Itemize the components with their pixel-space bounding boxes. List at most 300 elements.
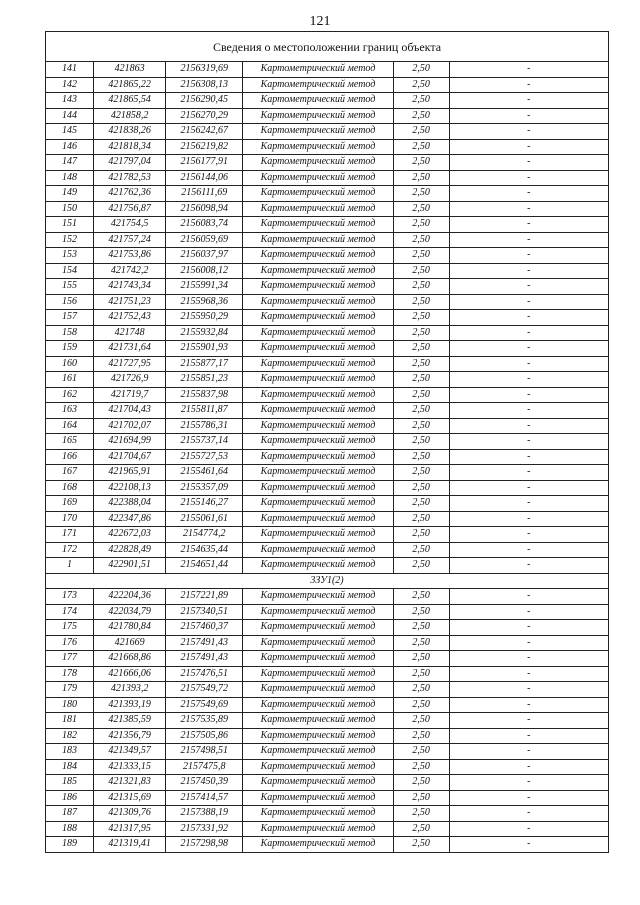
accuracy-cell: 2,50 xyxy=(393,418,449,434)
point-number-cell: 159 xyxy=(46,341,94,357)
point-number-cell: 155 xyxy=(46,279,94,295)
accuracy-cell: 2,50 xyxy=(393,589,449,605)
page-number: 121 xyxy=(309,14,331,29)
description-cell: - xyxy=(449,139,608,155)
description-cell: - xyxy=(449,511,608,527)
method-cell: Картометрический метод xyxy=(243,589,393,605)
description-cell: - xyxy=(449,620,608,636)
table-row xyxy=(46,372,609,388)
description-cell: - xyxy=(449,434,608,450)
point-number-cell: 177 xyxy=(46,651,94,667)
method-cell: Картометрический метод xyxy=(243,372,393,388)
y-coordinate-cell: 2156219,82 xyxy=(166,139,243,155)
method-cell: Картометрический метод xyxy=(243,77,393,93)
x-coordinate-cell: 421669 xyxy=(94,635,166,651)
accuracy-cell: 2,50 xyxy=(393,821,449,837)
method-cell: Картометрический метод xyxy=(243,201,393,217)
accuracy-cell: 2,50 xyxy=(393,682,449,698)
description-cell: - xyxy=(449,821,608,837)
x-coordinate-cell: 421393,19 xyxy=(94,697,166,713)
table-row xyxy=(46,325,609,341)
table-row xyxy=(46,201,609,217)
accuracy-cell: 2,50 xyxy=(393,496,449,512)
point-number-cell: 144 xyxy=(46,108,94,124)
method-cell: Картометрический метод xyxy=(243,775,393,791)
point-number-cell: 169 xyxy=(46,496,94,512)
y-coordinate-cell: 2156008,12 xyxy=(166,263,243,279)
table-row xyxy=(46,697,609,713)
accuracy-cell: 2,50 xyxy=(393,62,449,78)
description-cell: - xyxy=(449,651,608,667)
table-row xyxy=(46,728,609,744)
x-coordinate-cell: 421393,2 xyxy=(94,682,166,698)
point-number-cell: 158 xyxy=(46,325,94,341)
point-number-cell: 187 xyxy=(46,806,94,822)
table-row xyxy=(46,620,609,636)
description-cell: - xyxy=(449,155,608,171)
accuracy-cell: 2,50 xyxy=(393,790,449,806)
x-coordinate-cell: 421727,95 xyxy=(94,356,166,372)
x-coordinate-cell: 421858,2 xyxy=(94,108,166,124)
point-number-cell: 163 xyxy=(46,403,94,419)
accuracy-cell: 2,50 xyxy=(393,341,449,357)
y-coordinate-cell: 2157535,89 xyxy=(166,713,243,729)
accuracy-cell: 2,50 xyxy=(393,542,449,558)
table-row xyxy=(46,775,609,791)
table-row xyxy=(46,542,609,558)
accuracy-cell: 2,50 xyxy=(393,108,449,124)
accuracy-cell: 2,50 xyxy=(393,434,449,450)
y-coordinate-cell: 2156111,69 xyxy=(166,186,243,202)
accuracy-cell: 2,50 xyxy=(393,759,449,775)
description-cell: - xyxy=(449,697,608,713)
accuracy-cell: 2,50 xyxy=(393,635,449,651)
x-coordinate-cell: 421865,54 xyxy=(94,93,166,109)
point-number-cell: 1 xyxy=(46,558,94,574)
table-row xyxy=(46,387,609,403)
point-number-cell: 165 xyxy=(46,434,94,450)
section-row xyxy=(46,573,609,589)
table-row xyxy=(46,434,609,450)
x-coordinate-cell: 421743,34 xyxy=(94,279,166,295)
point-number-cell: 161 xyxy=(46,372,94,388)
accuracy-cell: 2,50 xyxy=(393,217,449,233)
table-row xyxy=(46,713,609,729)
description-cell: - xyxy=(449,449,608,465)
method-cell: Картометрический метод xyxy=(243,480,393,496)
point-number-cell: 164 xyxy=(46,418,94,434)
description-cell: - xyxy=(449,372,608,388)
accuracy-cell: 2,50 xyxy=(393,124,449,140)
table-row xyxy=(46,93,609,109)
y-coordinate-cell: 2157505,86 xyxy=(166,728,243,744)
x-coordinate-cell: 421762,36 xyxy=(94,186,166,202)
y-coordinate-cell: 2157549,69 xyxy=(166,697,243,713)
y-coordinate-cell: 2154774,2 xyxy=(166,527,243,543)
method-cell: Картометрический метод xyxy=(243,604,393,620)
y-coordinate-cell: 2157414,57 xyxy=(166,790,243,806)
table-row xyxy=(46,139,609,155)
method-cell: Картометрический метод xyxy=(243,837,393,853)
description-cell: - xyxy=(449,77,608,93)
accuracy-cell: 2,50 xyxy=(393,837,449,853)
description-cell: - xyxy=(449,294,608,310)
description-cell: - xyxy=(449,790,608,806)
method-cell: Картометрический метод xyxy=(243,418,393,434)
method-cell: Картометрический метод xyxy=(243,279,393,295)
accuracy-cell: 2,50 xyxy=(393,697,449,713)
accuracy-cell: 2,50 xyxy=(393,170,449,186)
point-number-cell: 171 xyxy=(46,527,94,543)
accuracy-cell: 2,50 xyxy=(393,248,449,264)
boundary-coordinates-table xyxy=(45,31,609,853)
y-coordinate-cell: 2157476,51 xyxy=(166,666,243,682)
description-cell: - xyxy=(449,325,608,341)
point-number-cell: 160 xyxy=(46,356,94,372)
description-cell: - xyxy=(449,403,608,419)
section-label: 3ЗУ1(2) xyxy=(46,573,609,589)
y-coordinate-cell: 2157298,98 xyxy=(166,837,243,853)
table-row xyxy=(46,186,609,202)
y-coordinate-cell: 2155357,09 xyxy=(166,480,243,496)
point-number-cell: 178 xyxy=(46,666,94,682)
table-row xyxy=(46,635,609,651)
point-number-cell: 167 xyxy=(46,465,94,481)
point-number-cell: 170 xyxy=(46,511,94,527)
x-coordinate-cell: 421756,87 xyxy=(94,201,166,217)
accuracy-cell: 2,50 xyxy=(393,77,449,93)
y-coordinate-cell: 2156083,74 xyxy=(166,217,243,233)
table-row xyxy=(46,790,609,806)
method-cell: Картометрический метод xyxy=(243,325,393,341)
accuracy-cell: 2,50 xyxy=(393,372,449,388)
y-coordinate-cell: 2155811,87 xyxy=(166,403,243,419)
table-row xyxy=(46,589,609,605)
method-cell: Картометрический метод xyxy=(243,449,393,465)
point-number-cell: 149 xyxy=(46,186,94,202)
description-cell: - xyxy=(449,542,608,558)
y-coordinate-cell: 2156270,29 xyxy=(166,108,243,124)
description-cell: - xyxy=(449,263,608,279)
x-coordinate-cell: 421333,15 xyxy=(94,759,166,775)
table-row xyxy=(46,744,609,760)
x-coordinate-cell: 421349,57 xyxy=(94,744,166,760)
x-coordinate-cell: 422204,36 xyxy=(94,589,166,605)
x-coordinate-cell: 422034,79 xyxy=(94,604,166,620)
y-coordinate-cell: 2157331,92 xyxy=(166,821,243,837)
description-cell: - xyxy=(449,232,608,248)
x-coordinate-cell: 422388,04 xyxy=(94,496,166,512)
accuracy-cell: 2,50 xyxy=(393,279,449,295)
table-row xyxy=(46,821,609,837)
method-cell: Картометрический метод xyxy=(243,356,393,372)
method-cell: Картометрический метод xyxy=(243,108,393,124)
description-cell: - xyxy=(449,387,608,403)
description-cell: - xyxy=(449,93,608,109)
accuracy-cell: 2,50 xyxy=(393,186,449,202)
method-cell: Картометрический метод xyxy=(243,217,393,233)
table-row xyxy=(46,558,609,574)
accuracy-cell: 2,50 xyxy=(393,620,449,636)
method-cell: Картометрический метод xyxy=(243,465,393,481)
x-coordinate-cell: 421694,99 xyxy=(94,434,166,450)
table-row xyxy=(46,77,609,93)
y-coordinate-cell: 2155727,53 xyxy=(166,449,243,465)
description-cell: - xyxy=(449,418,608,434)
x-coordinate-cell: 421726,9 xyxy=(94,372,166,388)
description-cell: - xyxy=(449,682,608,698)
point-number-cell: 157 xyxy=(46,310,94,326)
x-coordinate-cell: 422672,03 xyxy=(94,527,166,543)
x-coordinate-cell: 421317,95 xyxy=(94,821,166,837)
y-coordinate-cell: 2154651,44 xyxy=(166,558,243,574)
method-cell: Картометрический метод xyxy=(243,744,393,760)
method-cell: Картометрический метод xyxy=(243,728,393,744)
accuracy-cell: 2,50 xyxy=(393,325,449,341)
method-cell: Картометрический метод xyxy=(243,263,393,279)
method-cell: Картометрический метод xyxy=(243,821,393,837)
x-coordinate-cell: 421315,69 xyxy=(94,790,166,806)
y-coordinate-cell: 2156059,69 xyxy=(166,232,243,248)
accuracy-cell: 2,50 xyxy=(393,356,449,372)
description-cell: - xyxy=(449,279,608,295)
point-number-cell: 179 xyxy=(46,682,94,698)
description-cell: - xyxy=(449,465,608,481)
point-number-cell: 188 xyxy=(46,821,94,837)
description-cell: - xyxy=(449,744,608,760)
y-coordinate-cell: 2156037,97 xyxy=(166,248,243,264)
accuracy-cell: 2,50 xyxy=(393,558,449,574)
method-cell: Картометрический метод xyxy=(243,387,393,403)
point-number-cell: 180 xyxy=(46,697,94,713)
x-coordinate-cell: 421742,2 xyxy=(94,263,166,279)
method-cell: Картометрический метод xyxy=(243,666,393,682)
point-number-cell: 151 xyxy=(46,217,94,233)
table-row xyxy=(46,759,609,775)
table-row xyxy=(46,248,609,264)
y-coordinate-cell: 2157491,43 xyxy=(166,635,243,651)
table-row xyxy=(46,356,609,372)
y-coordinate-cell: 2155061,61 xyxy=(166,511,243,527)
description-cell: - xyxy=(449,217,608,233)
method-cell: Картометрический метод xyxy=(243,496,393,512)
x-coordinate-cell: 421865,22 xyxy=(94,77,166,93)
y-coordinate-cell: 2157340,51 xyxy=(166,604,243,620)
method-cell: Картометрический метод xyxy=(243,697,393,713)
accuracy-cell: 2,50 xyxy=(393,263,449,279)
table-row xyxy=(46,217,609,233)
point-number-cell: 146 xyxy=(46,139,94,155)
table-row xyxy=(46,682,609,698)
y-coordinate-cell: 2157388,19 xyxy=(166,806,243,822)
point-number-cell: 183 xyxy=(46,744,94,760)
y-coordinate-cell: 2157450,39 xyxy=(166,775,243,791)
description-cell: - xyxy=(449,124,608,140)
accuracy-cell: 2,50 xyxy=(393,651,449,667)
y-coordinate-cell: 2157475,8 xyxy=(166,759,243,775)
x-coordinate-cell: 421704,43 xyxy=(94,403,166,419)
description-cell: - xyxy=(449,310,608,326)
point-number-cell: 141 xyxy=(46,62,94,78)
accuracy-cell: 2,50 xyxy=(393,744,449,760)
point-number-cell: 174 xyxy=(46,604,94,620)
method-cell: Картометрический метод xyxy=(243,124,393,140)
accuracy-cell: 2,50 xyxy=(393,713,449,729)
description-cell: - xyxy=(449,356,608,372)
point-number-cell: 189 xyxy=(46,837,94,853)
method-cell: Картометрический метод xyxy=(243,682,393,698)
y-coordinate-cell: 2157221,89 xyxy=(166,589,243,605)
y-coordinate-cell: 2155950,29 xyxy=(166,310,243,326)
x-coordinate-cell: 421702,07 xyxy=(94,418,166,434)
y-coordinate-cell: 2155146,27 xyxy=(166,496,243,512)
y-coordinate-cell: 2156144,06 xyxy=(166,170,243,186)
point-number-cell: 172 xyxy=(46,542,94,558)
method-cell: Картометрический метод xyxy=(243,170,393,186)
table-row xyxy=(46,310,609,326)
x-coordinate-cell: 421719,7 xyxy=(94,387,166,403)
description-cell: - xyxy=(449,62,608,78)
method-cell: Картометрический метод xyxy=(243,806,393,822)
point-number-cell: 182 xyxy=(46,728,94,744)
method-cell: Картометрический метод xyxy=(243,232,393,248)
accuracy-cell: 2,50 xyxy=(393,403,449,419)
table-row xyxy=(46,806,609,822)
x-coordinate-cell: 421385,59 xyxy=(94,713,166,729)
y-coordinate-cell: 2155901,93 xyxy=(166,341,243,357)
method-cell: Картометрический метод xyxy=(243,294,393,310)
accuracy-cell: 2,50 xyxy=(393,294,449,310)
table-row xyxy=(46,666,609,682)
x-coordinate-cell: 422828,49 xyxy=(94,542,166,558)
y-coordinate-cell: 2155932,84 xyxy=(166,325,243,341)
method-cell: Картометрический метод xyxy=(243,155,393,171)
method-cell: Картометрический метод xyxy=(243,310,393,326)
x-coordinate-cell: 421666,06 xyxy=(94,666,166,682)
point-number-cell: 166 xyxy=(46,449,94,465)
point-number-cell: 184 xyxy=(46,759,94,775)
table-row xyxy=(46,651,609,667)
table-title: Сведения о местоположении границ объекта xyxy=(46,32,609,62)
description-cell: - xyxy=(449,201,608,217)
method-cell: Картометрический метод xyxy=(243,651,393,667)
accuracy-cell: 2,50 xyxy=(393,775,449,791)
x-coordinate-cell: 421782,53 xyxy=(94,170,166,186)
description-cell: - xyxy=(449,248,608,264)
point-number-cell: 153 xyxy=(46,248,94,264)
table-row xyxy=(46,124,609,140)
description-cell: - xyxy=(449,604,608,620)
table-row xyxy=(46,170,609,186)
point-number-cell: 143 xyxy=(46,93,94,109)
description-cell: - xyxy=(449,341,608,357)
method-cell: Картометрический метод xyxy=(243,62,393,78)
x-coordinate-cell: 421319,41 xyxy=(94,837,166,853)
y-coordinate-cell: 2156177,91 xyxy=(166,155,243,171)
accuracy-cell: 2,50 xyxy=(393,806,449,822)
x-coordinate-cell: 421668,86 xyxy=(94,651,166,667)
table-row xyxy=(46,279,609,295)
point-number-cell: 145 xyxy=(46,124,94,140)
description-cell: - xyxy=(449,837,608,853)
description-cell: - xyxy=(449,558,608,574)
x-coordinate-cell: 421309,76 xyxy=(94,806,166,822)
description-cell: - xyxy=(449,186,608,202)
y-coordinate-cell: 2157498,51 xyxy=(166,744,243,760)
description-cell: - xyxy=(449,635,608,651)
point-number-cell: 162 xyxy=(46,387,94,403)
accuracy-cell: 2,50 xyxy=(393,201,449,217)
point-number-cell: 150 xyxy=(46,201,94,217)
table-row xyxy=(46,232,609,248)
y-coordinate-cell: 2155968,36 xyxy=(166,294,243,310)
method-cell: Картометрический метод xyxy=(243,186,393,202)
x-coordinate-cell: 421757,24 xyxy=(94,232,166,248)
method-cell: Картометрический метод xyxy=(243,139,393,155)
x-coordinate-cell: 421751,23 xyxy=(94,294,166,310)
table-row xyxy=(46,480,609,496)
y-coordinate-cell: 2155991,34 xyxy=(166,279,243,295)
point-number-cell: 147 xyxy=(46,155,94,171)
description-cell: - xyxy=(449,496,608,512)
table-row xyxy=(46,108,609,124)
x-coordinate-cell: 421780,84 xyxy=(94,620,166,636)
accuracy-cell: 2,50 xyxy=(393,604,449,620)
y-coordinate-cell: 2156290,45 xyxy=(166,93,243,109)
method-cell: Картометрический метод xyxy=(243,713,393,729)
table-row xyxy=(46,403,609,419)
point-number-cell: 186 xyxy=(46,790,94,806)
x-coordinate-cell: 421356,79 xyxy=(94,728,166,744)
description-cell: - xyxy=(449,108,608,124)
method-cell: Картометрический метод xyxy=(243,434,393,450)
method-cell: Картометрический метод xyxy=(243,511,393,527)
x-coordinate-cell: 421321,83 xyxy=(94,775,166,791)
x-coordinate-cell: 421838,26 xyxy=(94,124,166,140)
x-coordinate-cell: 421797,04 xyxy=(94,155,166,171)
point-number-cell: 156 xyxy=(46,294,94,310)
point-number-cell: 175 xyxy=(46,620,94,636)
method-cell: Картометрический метод xyxy=(243,759,393,775)
table-row xyxy=(46,527,609,543)
table-row xyxy=(46,511,609,527)
y-coordinate-cell: 2155851,23 xyxy=(166,372,243,388)
point-number-cell: 142 xyxy=(46,77,94,93)
accuracy-cell: 2,50 xyxy=(393,449,449,465)
x-coordinate-cell: 421731,64 xyxy=(94,341,166,357)
point-number-cell: 154 xyxy=(46,263,94,279)
table-title-row xyxy=(46,32,609,62)
y-coordinate-cell: 2155786,31 xyxy=(166,418,243,434)
y-coordinate-cell: 2155877,17 xyxy=(166,356,243,372)
y-coordinate-cell: 2156242,67 xyxy=(166,124,243,140)
point-number-cell: 173 xyxy=(46,589,94,605)
method-cell: Картометрический метод xyxy=(243,635,393,651)
table-row xyxy=(46,496,609,512)
description-cell: - xyxy=(449,480,608,496)
description-cell: - xyxy=(449,728,608,744)
y-coordinate-cell: 2157460,37 xyxy=(166,620,243,636)
y-coordinate-cell: 2157549,72 xyxy=(166,682,243,698)
method-cell: Картометрический метод xyxy=(243,542,393,558)
x-coordinate-cell: 421754,5 xyxy=(94,217,166,233)
description-cell: - xyxy=(449,589,608,605)
point-number-cell: 168 xyxy=(46,480,94,496)
table-row xyxy=(46,604,609,620)
point-number-cell: 181 xyxy=(46,713,94,729)
accuracy-cell: 2,50 xyxy=(393,387,449,403)
point-number-cell: 185 xyxy=(46,775,94,791)
